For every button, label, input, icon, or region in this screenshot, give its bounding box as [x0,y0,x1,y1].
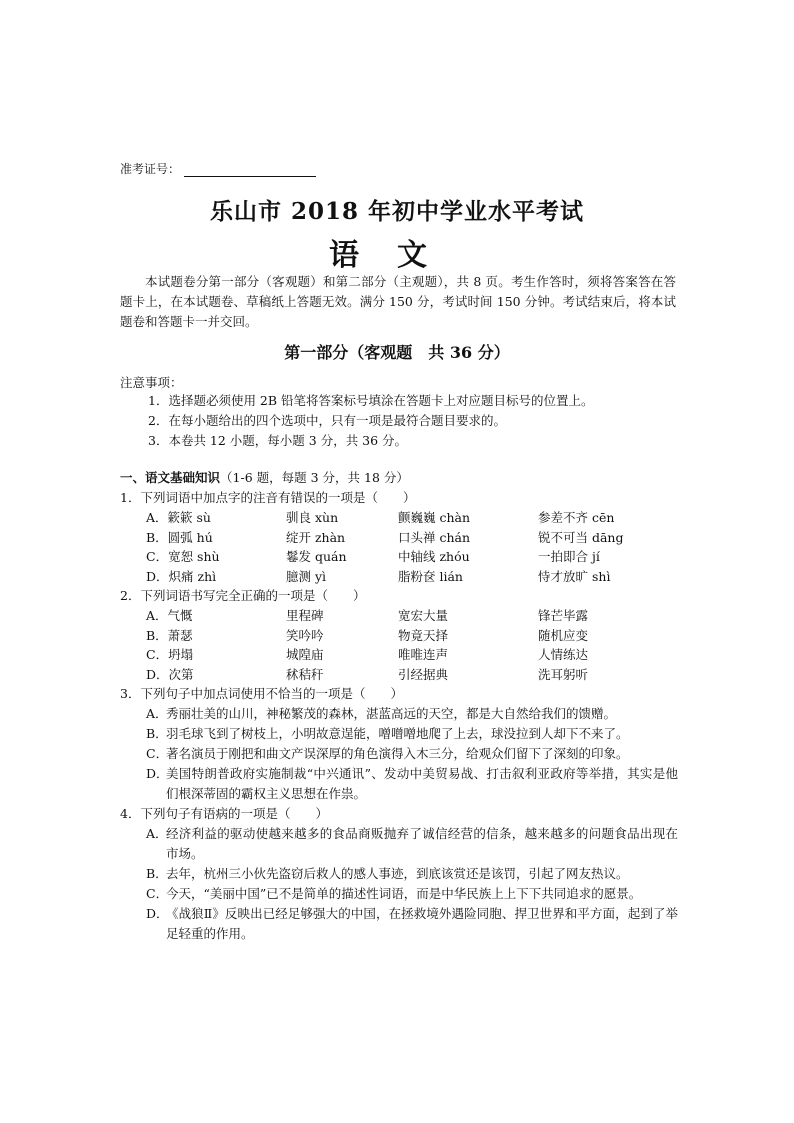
exam-title: 乐山市 2018 年初中学业水平考试 [209,198,585,225]
option-label: D． [146,906,169,921]
option-row [146,645,680,665]
option-cell: D．次第 [146,666,194,682]
note-item: 2．在每小题给出的四个选项中，只有一项是最符合题目要求的。 [148,413,506,428]
note-item: 1．选择题必须使用 2B 铅笔将答案标号填涂在答题卡上对应题目标号的位置上。 [148,393,594,408]
option-cell: 人情练达 [538,647,589,662]
question-stem: 4．下列句子有语病的一项是（ ） [120,806,328,821]
option-item [146,744,680,764]
question-options [146,606,680,684]
option-cell: 驯良 xùn [286,510,339,525]
option-text: 去年，杭州三小伙先盗窃后救人的感人事迹，到底该赏还是该罚，引起了网友热议。 [166,866,629,881]
option-text: 秀丽壮美的山川，神秘繁茂的森林，湛蓝高远的天空，都是大自然给我们的馈赠。 [166,706,617,721]
option-row [146,567,680,587]
option-cell: B．萧瑟 [146,627,193,643]
option-cell: A．气慨 [146,608,193,623]
option-row [146,547,680,567]
option-label: B． [146,726,168,741]
exam-id-label: 准考证号： [120,162,181,176]
option-cell: D．炽痛 zhì [146,568,217,584]
option-cell: 唯唯连声 [398,647,449,662]
option-cell: 参差不齐 cēn [538,510,615,525]
option-cell: B．圆弧 hú [146,529,213,545]
option-item [146,764,680,804]
option-cell: 一拍即合 jí [538,549,600,564]
option-cell: 锐不可当 dāng [538,529,624,545]
section-basic-knowledge [120,468,680,944]
option-label: C． [146,746,169,761]
notes-heading: 注意事项： [120,375,183,390]
exam-id-field [120,160,316,177]
option-cell: 中轴线 zhóu [398,549,470,564]
option-row [146,606,680,626]
option-cell: 脂粉奁 lián [398,568,463,584]
option-cell: A．簌簌 sù [146,510,211,525]
option-item [146,864,680,884]
option-cell: 洗耳躬听 [538,666,589,682]
question-4 [120,804,680,944]
option-text: 经济利益的驱动使越来越多的食品商贩抛弃了诚信经营的信条，越来越多的问题食品出现在市场。 [166,826,678,861]
option-item [146,724,680,744]
option-cell: 引经据典 [398,666,449,682]
option-cell: 锋芒毕露 [538,608,589,623]
option-cell: 颤巍巍 chàn [398,510,471,525]
option-item [146,704,680,724]
option-item [146,824,680,864]
question-stem: 1．下列词语中加点字的注音有错误的一项是（ ） [120,490,416,505]
option-cell: 臆测 yì [286,568,327,584]
option-cell: 秫秸秆 [286,666,324,682]
question-stem: 2．下列词语书写完全正确的一项是（ ） [120,588,366,603]
option-cell: 城隍庙 [286,647,324,662]
option-cell: C．坍塌 [146,647,194,662]
question-options [146,508,680,586]
option-cell: 恃才放旷 shì [538,568,611,584]
subject-title: 语文 [329,238,465,273]
section-title-bold: 一、语文基础知识 [120,470,221,485]
option-label: A． [146,826,168,841]
option-cell: 随机应变 [538,627,589,643]
question-3 [120,684,680,804]
option-cell: 绽开 zhàn [286,529,346,545]
exam-intro: 本试题卷分第一部分（客观题）和第二部分（主观题），共 8 页。考生作答时，须将答案答在答题卡上，在本试题卷、草稿纸上答题无效。满分 150 分，考试时间 150 分钟。考试结束后，将本试题卷和答题卡一并交回。 [120,274,676,329]
option-cell: C．宽恕 shù [146,549,220,564]
option-row [146,508,680,528]
exam-id-blank [184,164,316,177]
section-title [120,468,680,488]
option-text: 《战狼Ⅱ》反映出已经足够强大的中国，在拯救境外遇险同胞、捍卫世界和平方面，起到了举足轻重的作用。 [166,906,678,941]
option-cell: 笑吟吟 [286,627,324,643]
option-text: 美国特朗普政府实施制裁“中兴通讯”、发动中美贸易战、打击叙利亚政府等举措，其实是他们根深蒂固的霸权主义思想在作祟。 [166,766,678,801]
option-label: C． [146,886,169,901]
option-item [146,904,680,944]
option-cell: 鬈发 quán [286,549,347,564]
option-row [146,528,680,548]
section-title-rest: （1-6 题，每题 3 分，共 18 分） [220,470,409,485]
option-label: D． [146,766,169,781]
option-text: 羽毛球飞到了树枝上，小明故意逞能，噌噌噌地爬了上去，球没拉到人却下不来了。 [166,726,629,741]
option-cell: 物竟天择 [398,627,449,643]
option-cell: 宽宏大量 [398,608,449,623]
option-cell: 里程碑 [286,608,324,623]
part-one-title: 第一部分（客观题 共 36 分） [284,343,510,362]
question-2 [120,586,680,684]
option-label: B． [146,866,168,881]
option-label: A． [146,706,168,721]
option-row [146,665,680,685]
question-1 [120,488,680,586]
option-text: 著名演员于刚把和曲文产误深厚的角色演得入木三分，给观众们留下了深刻的印象。 [166,746,629,761]
note-item: 3．本卷共 12 小题，每小题 3 分，共 36 分。 [148,433,408,448]
option-item [146,884,680,904]
option-cell: 口头禅 chán [398,529,471,545]
notes-list [148,391,594,451]
question-stem: 3．下列句子中加点词使用不恰当的一项是（ ） [120,686,403,701]
option-row [146,626,680,646]
option-text: 今天，“美丽中国”已不是简单的描述性词语，而是中华民族上上下下共同追求的愿景。 [166,886,642,901]
